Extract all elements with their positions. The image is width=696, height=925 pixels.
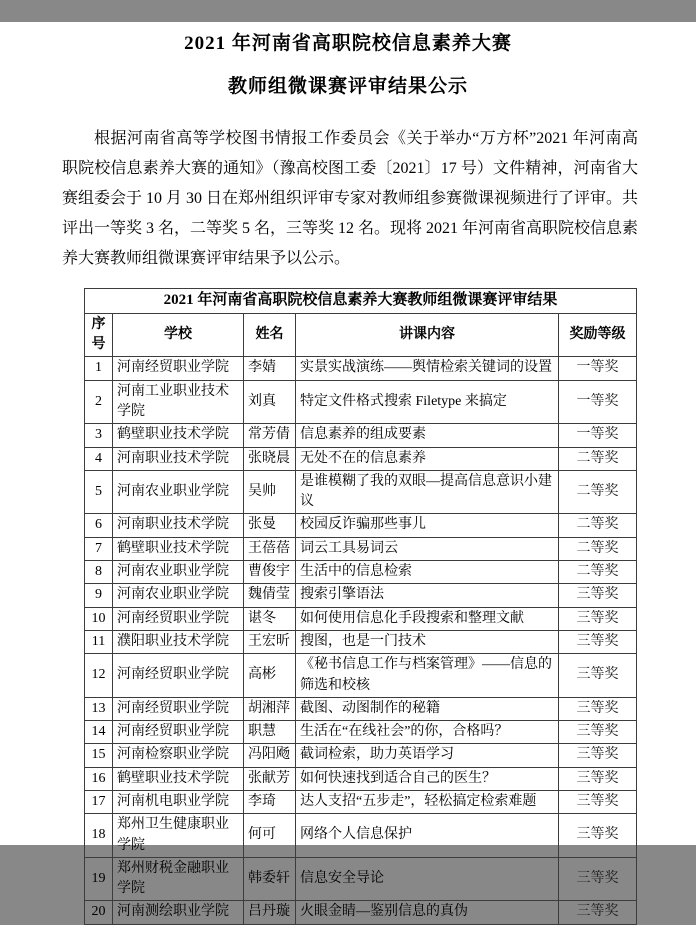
table-row <box>85 607 637 630</box>
row-school: 河南测绘职业学院 <box>113 901 244 924</box>
table-row <box>85 630 637 653</box>
row-name: 刘真 <box>244 380 296 424</box>
row-school: 河南机电职业学院 <box>113 790 244 813</box>
row-school: 河南农业职业学院 <box>113 584 244 607</box>
row-topic: 信息素养的组成要素 <box>296 424 559 447</box>
row-school: 濮阳职业技术学院 <box>113 630 244 653</box>
row-name: 高彬 <box>244 654 296 698</box>
table-row <box>85 901 637 924</box>
table-row <box>85 357 637 380</box>
row-award: 二等奖 <box>559 514 637 537</box>
row-name: 常芳倩 <box>244 424 296 447</box>
row-topic: 搜索引擎语法 <box>296 584 559 607</box>
row-topic: 是谁模糊了我的双眼—提高信息意识小建议 <box>296 470 559 514</box>
row-index: 13 <box>85 697 113 720</box>
row-school: 河南职业技术学院 <box>113 447 244 470</box>
document-title <box>60 22 636 108</box>
row-award: 三等奖 <box>559 857 637 901</box>
row-name: 张晓晨 <box>244 447 296 470</box>
row-index: 1 <box>85 357 113 380</box>
row-school: 鹤壁职业技术学院 <box>113 767 244 790</box>
row-name: 魏倩莹 <box>244 584 296 607</box>
row-school: 河南工业职业技术学院 <box>113 380 244 424</box>
table-row <box>85 790 637 813</box>
row-award: 二等奖 <box>559 470 637 514</box>
row-topic: 截词检索，助力英语学习 <box>296 744 559 767</box>
row-name: 李婧 <box>244 357 296 380</box>
row-name: 吴帅 <box>244 470 296 514</box>
row-name: 冯阳飏 <box>244 744 296 767</box>
row-name: 胡湘萍 <box>244 697 296 720</box>
row-index: 17 <box>85 790 113 813</box>
table-row <box>85 470 637 514</box>
row-award: 三等奖 <box>559 584 637 607</box>
table-title: 2021 年河南省高职院校信息素养大赛教师组微课赛评审结果 <box>85 289 637 314</box>
row-school: 河南经贸职业学院 <box>113 607 244 630</box>
row-award: 二等奖 <box>559 561 637 584</box>
row-name: 张献芳 <box>244 767 296 790</box>
row-award: 三等奖 <box>559 607 637 630</box>
row-award: 三等奖 <box>559 721 637 744</box>
row-index: 11 <box>85 630 113 653</box>
table-row <box>85 380 637 424</box>
table-row <box>85 447 637 470</box>
col-header-award: 奖励等级 <box>559 313 637 357</box>
table-row <box>85 537 637 560</box>
row-award: 三等奖 <box>559 630 637 653</box>
row-topic: 如何快速找到适合自己的医生？ <box>296 767 559 790</box>
table-row <box>85 424 637 447</box>
row-index: 7 <box>85 537 113 560</box>
row-school: 郑州财税金融职业学院 <box>113 857 244 901</box>
row-school: 河南经贸职业学院 <box>113 654 244 698</box>
row-topic: 校园反诈骗那些事儿 <box>296 514 559 537</box>
row-topic: 特定文件格式搜索 Filetype 来搞定 <box>296 380 559 424</box>
row-index: 3 <box>85 424 113 447</box>
row-name: 谌冬 <box>244 607 296 630</box>
row-index: 2 <box>85 380 113 424</box>
row-topic: 截图、动图制作的秘籍 <box>296 697 559 720</box>
table-row <box>85 767 637 790</box>
col-header-index: 序号 <box>85 313 113 357</box>
row-topic: 如何使用信息化手段搜索和整理文献 <box>296 607 559 630</box>
document-page <box>0 22 696 920</box>
table-row <box>85 814 637 858</box>
table-row <box>85 584 637 607</box>
announcement-paragraph: 根据河南省高等学校图书情报工作委员会《关于举办“万方杯”2021 年河南高职院校信息素养大赛的通知》（豫高校图工委〔2021〕17 号）文件精神，河南省大赛组委会于 10 月 30 日在郑州组织评审专家对教师组参赛微课视频进行了评审。共评出一等奖 3 名，二等奖 5 名，三等奖 12 名。现将 2021 年河南省高职院校信息素养大赛教师组微课赛评审结果予以公示。 <box>62 130 639 267</box>
row-school: 河南职业技术学院 <box>113 514 244 537</box>
row-name: 韩委轩 <box>244 857 296 901</box>
col-header-topic: 讲课内容 <box>296 313 559 357</box>
row-award: 三等奖 <box>559 744 637 767</box>
table-header-row <box>85 313 637 357</box>
row-topic: 《秘书信息工作与档案管理》——信息的筛选和校核 <box>296 654 559 698</box>
row-award: 三等奖 <box>559 814 637 858</box>
results-table-body <box>85 357 637 924</box>
row-index: 6 <box>85 514 113 537</box>
row-award: 三等奖 <box>559 654 637 698</box>
row-school: 鹤壁职业技术学院 <box>113 424 244 447</box>
row-index: 16 <box>85 767 113 790</box>
row-topic: 达人支招“五步走”，轻松搞定检索难题 <box>296 790 559 813</box>
table-row <box>85 514 637 537</box>
row-index: 20 <box>85 901 113 924</box>
row-school: 河南经贸职业学院 <box>113 721 244 744</box>
row-index: 15 <box>85 744 113 767</box>
row-name: 王蓓蓓 <box>244 537 296 560</box>
row-award: 三等奖 <box>559 697 637 720</box>
row-topic: 信息安全导论 <box>296 857 559 901</box>
row-name: 曹俊宇 <box>244 561 296 584</box>
row-award: 三等奖 <box>559 767 637 790</box>
table-row <box>85 744 637 767</box>
row-index: 19 <box>85 857 113 901</box>
row-topic: 生活在“在线社会”的你，合格吗？ <box>296 721 559 744</box>
row-name: 职慧 <box>244 721 296 744</box>
row-index: 4 <box>85 447 113 470</box>
row-index: 5 <box>85 470 113 514</box>
row-name: 何可 <box>244 814 296 858</box>
row-school: 河南检察职业学院 <box>113 744 244 767</box>
row-index: 10 <box>85 607 113 630</box>
row-award: 三等奖 <box>559 790 637 813</box>
row-award: 二等奖 <box>559 537 637 560</box>
row-name: 张曼 <box>244 514 296 537</box>
row-school: 河南农业职业学院 <box>113 561 244 584</box>
row-topic: 火眼金睛—鉴别信息的真伪 <box>296 901 559 924</box>
row-index: 14 <box>85 721 113 744</box>
row-topic: 无处不在的信息素养 <box>296 447 559 470</box>
row-name: 吕丹璇 <box>244 901 296 924</box>
row-award: 一等奖 <box>559 380 637 424</box>
row-index: 12 <box>85 654 113 698</box>
row-school: 河南农业职业学院 <box>113 470 244 514</box>
document-title-line2: 教师组微课赛评审结果公示 <box>227 76 468 97</box>
row-topic: 网络个人信息保护 <box>296 814 559 858</box>
row-award: 二等奖 <box>559 447 637 470</box>
row-index: 8 <box>85 561 113 584</box>
row-award: 一等奖 <box>559 424 637 447</box>
row-school: 河南经贸职业学院 <box>113 357 244 380</box>
col-header-school: 学校 <box>113 313 244 357</box>
table-row <box>85 697 637 720</box>
row-topic: 搜图，也是一门技术 <box>296 630 559 653</box>
row-index: 9 <box>85 584 113 607</box>
table-row <box>85 721 637 744</box>
row-school: 郑州卫生健康职业学院 <box>113 814 244 858</box>
row-index: 18 <box>85 814 113 858</box>
table-row <box>85 561 637 584</box>
document-title-line1: 2021 年河南省高职院校信息素养大赛 <box>184 33 512 54</box>
table-row <box>85 857 637 901</box>
col-header-name: 姓名 <box>244 313 296 357</box>
row-topic: 生活中的信息检索 <box>296 561 559 584</box>
row-topic: 实景实战演练——舆情检索关键词的设置 <box>296 357 559 380</box>
row-school: 河南经贸职业学院 <box>113 697 244 720</box>
row-name: 李琦 <box>244 790 296 813</box>
results-table <box>84 288 637 925</box>
row-topic: 词云工具易词云 <box>296 537 559 560</box>
row-school: 鹤壁职业技术学院 <box>113 537 244 560</box>
row-award: 一等奖 <box>559 357 637 380</box>
table-title-row <box>85 289 637 314</box>
row-award: 三等奖 <box>559 901 637 924</box>
table-row <box>85 654 637 698</box>
row-name: 王宏昕 <box>244 630 296 653</box>
